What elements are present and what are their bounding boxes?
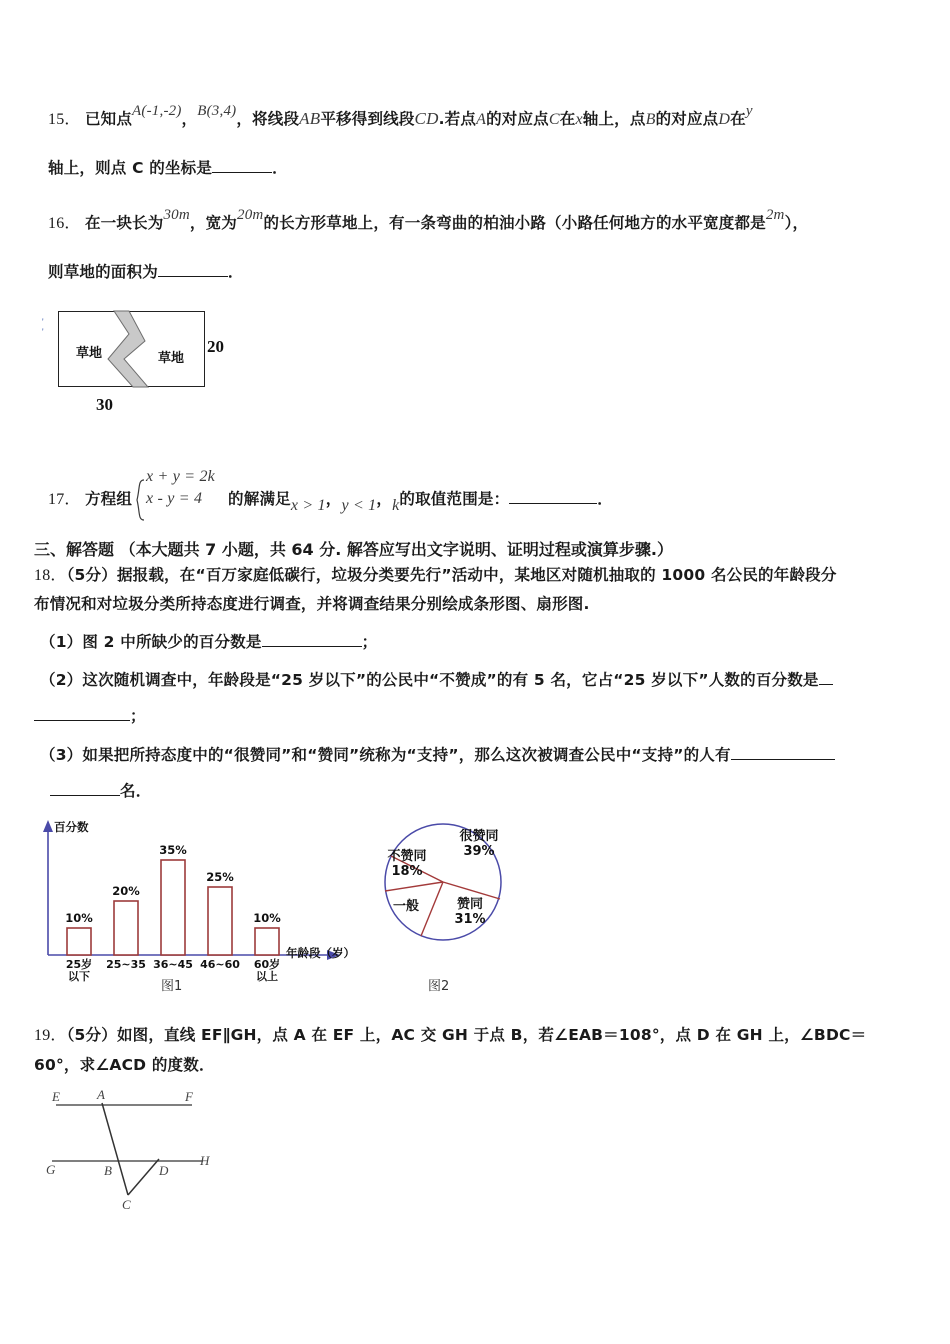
pie-label-not-agree <box>376 850 438 880</box>
q15-math-CD: CD <box>414 109 439 128</box>
q15-comma-1: ， <box>181 110 198 128</box>
q16-math-20m: 20m <box>237 207 264 223</box>
pie-chart-svg <box>350 795 560 970</box>
grass-field-figure <box>30 295 290 435</box>
q16-text-4: ）， <box>784 214 809 232</box>
bar-category-label-5-line2: 以上 <box>256 970 278 984</box>
q17-cond-k: k <box>392 496 400 514</box>
q17-text-2: 的解满足 <box>228 489 291 508</box>
q18-sub2-end: ； <box>130 707 146 725</box>
q15-text-3: 平移得到线段 <box>320 110 415 128</box>
q15-math-x: x <box>575 111 583 128</box>
q17-equation-system <box>132 468 228 522</box>
q15-math-A: A(-1,-2) <box>132 103 182 119</box>
q15-math-C2: C <box>548 111 560 128</box>
question-15-line-1 <box>48 103 753 128</box>
question-17 <box>48 468 613 522</box>
q16-text-3: 的长方形草地上，有一条弯曲的柏油小路（小路任何地方的水平宽度都是 <box>263 214 766 232</box>
x-axis-title: 年龄段（岁） <box>286 946 355 960</box>
point-label-E: E <box>52 1089 60 1104</box>
q19-number: 19． <box>34 1027 67 1044</box>
q15-line2-end: ． <box>272 159 288 177</box>
q15-math-B: B(3,4) <box>197 103 237 119</box>
q18-number: 18． <box>34 567 67 584</box>
q15-math-AB: AB <box>299 109 321 128</box>
q18-sub1-end: ； <box>361 633 378 651</box>
q19-score: （5分） <box>66 1026 117 1044</box>
q15-text-2: ，将线段 <box>236 110 300 128</box>
segment-DC <box>128 1159 159 1195</box>
q15-text-7: 轴上，点 <box>582 110 646 128</box>
y-axis-title: 百分数 <box>54 820 89 834</box>
bar-category-label-4: 46~60 <box>200 958 240 971</box>
figure-artifact-mark-1: ' <box>42 317 44 327</box>
q17-equation-2: x - y = 4 <box>146 490 203 507</box>
bar-25-and-under <box>67 928 91 955</box>
pie-label-not-agree-text: 不赞同 <box>387 849 427 864</box>
q15-math-D: D <box>718 111 731 128</box>
segment-AC <box>102 1103 128 1195</box>
question-18-sub-2-cont <box>34 708 146 725</box>
pie-label-very-agree-text: 很赞同 <box>459 829 499 844</box>
point-label-B: B <box>104 1163 112 1178</box>
question-19-line-2: 60°，求∠ACD 的度数． <box>34 1056 215 1074</box>
question-18-sub-2 <box>40 672 833 689</box>
q17-cond-x: x > 1 <box>290 496 326 514</box>
q17-text-6: ． <box>597 489 613 508</box>
grass-label-right: 草地 <box>158 351 185 366</box>
q15-answer-blank[interactable] <box>212 172 272 173</box>
figure-artifact-mark-2: ' <box>42 327 44 337</box>
q15-text-1: 已知点 <box>84 110 133 128</box>
q16-math-2m: 2m <box>765 207 785 223</box>
q16-line2-text: 则草地的面积为 <box>48 263 158 281</box>
q15-number: 15． <box>48 111 81 128</box>
q17-number: 17． <box>48 490 81 508</box>
question-18-sub-3 <box>40 747 835 764</box>
point-label-H: H <box>200 1153 210 1168</box>
q18-sub3-blank-start[interactable] <box>731 759 835 760</box>
point-label-D: D <box>159 1163 169 1178</box>
bar-chart-figure-1 <box>30 812 360 997</box>
pie-chart-figure-2 <box>350 795 560 995</box>
bar-value-label-4: 25% <box>206 870 234 884</box>
q15-math-B2: B <box>645 111 656 128</box>
bar-value-label-2: 20% <box>112 884 140 898</box>
question-15-line-2 <box>48 160 288 177</box>
q15-text-4: .若点 <box>438 110 477 128</box>
pie-label-agree-text: 赞同 <box>456 897 483 912</box>
pie-label-general-text: 一般 <box>392 899 419 914</box>
q15-text-5: 的对应点 <box>486 110 549 128</box>
q17-answer-blank[interactable] <box>509 503 597 504</box>
point-label-F: F <box>185 1089 193 1104</box>
bar-category-label-5-line1: 60岁 <box>253 958 281 971</box>
bar-category-label-1 <box>57 959 101 984</box>
pie-label-general <box>378 900 434 915</box>
y-axis-arrow <box>43 820 53 832</box>
figure-1-caption: 图1 <box>161 979 183 994</box>
bar-value-label-5: 10% <box>253 911 281 925</box>
bar-value-label-1: 10% <box>65 911 93 925</box>
q17-equation-1: x + y = 2k <box>146 468 215 485</box>
q16-answer-blank[interactable] <box>158 276 228 277</box>
pie-label-very-agree-value: 39% <box>463 843 495 859</box>
q16-text-2: ，宽为 <box>189 214 237 232</box>
q18-sub3-text: （3）如果把所持态度中的“很赞同”和“赞同”统称为“支持”，那么这次被调查公民中“支持”的人有 <box>40 746 731 764</box>
pie-label-very-agree <box>447 830 511 860</box>
section-3-heading: 三、解答题 （本大题共 7 小题，共 64 分. 解答应写出文字说明、证明过程或演算步骤.） <box>34 540 673 559</box>
point-label-C: C <box>122 1197 131 1212</box>
brace-icon <box>132 478 146 522</box>
question-18-line-2: 布情况和对垃圾分类所持态度进行调查，并将调查结果分别绘成条形图、扇形图. <box>34 595 590 613</box>
q18-sub1-text: （1）图 2 中所缺少的百分数是 <box>40 633 262 651</box>
q18-score: （5分） <box>66 566 117 584</box>
q17-text-3: ， <box>325 489 342 508</box>
height-dimension-label: 20 <box>207 337 224 356</box>
pie-label-agree <box>440 898 500 928</box>
bar-36-45 <box>161 860 185 955</box>
q16-line2-end: ． <box>227 263 244 281</box>
q18-sub3-end: 名． <box>120 782 152 800</box>
bar-category-label-1-line1: 25岁 <box>65 958 93 971</box>
q15-math-y: y <box>745 103 753 119</box>
question-19-line-1 <box>34 1027 866 1044</box>
question-16-line-1 <box>48 207 809 232</box>
point-label-A: A <box>97 1087 105 1102</box>
asphalt-path-shape <box>108 311 148 387</box>
bar-25-35 <box>114 901 138 955</box>
question-18-sub-3-cont <box>50 783 151 800</box>
q16-text-1: 在一块长为 <box>84 214 164 232</box>
question-18-sub-1 <box>40 634 377 651</box>
grass-label-left: 草地 <box>76 346 103 361</box>
q18-sub2-text: （2）这次随机调查中，年龄段是“25 岁以下”的公民中“不赞成”的有 5 名，它占“25 岁以下”人数的百分数是 <box>40 671 819 689</box>
q17-text-1: 方程组 <box>84 489 133 508</box>
parallel-lines-geometry-figure <box>40 1083 270 1223</box>
q15-text-8: 的对应点 <box>655 110 719 128</box>
geometry-svg <box>40 1083 270 1223</box>
q15-text-6: 在 <box>559 110 576 128</box>
q16-number: 16． <box>48 215 81 232</box>
bar-60-and-over <box>255 928 279 955</box>
bar-value-label-3: 35% <box>159 843 187 857</box>
bar-46-60 <box>208 887 232 955</box>
q15-math-A2: A <box>476 111 487 128</box>
bar-category-label-5 <box>245 959 289 984</box>
bar-category-label-2: 25~35 <box>106 958 146 971</box>
q15-line2-text: 轴上，则点 C 的坐标是 <box>48 159 213 177</box>
q18-sub1-blank[interactable] <box>262 646 362 647</box>
q18-sub3-blank-cont[interactable] <box>50 795 120 796</box>
q18-sub2-blank-cont[interactable] <box>34 720 130 721</box>
q15-text-9: 在 <box>730 110 746 128</box>
q19-line1: 如图，直线 EF∥GH，点 A 在 EF 上，AC 交 GH 于点 B，若∠EAB＝108°，点 D 在 GH 上，∠BDC＝ <box>116 1026 867 1044</box>
q17-text-5: 的取值范围是： <box>399 489 510 508</box>
question-16-line-2 <box>48 264 244 281</box>
pie-label-agree-value: 31% <box>454 911 486 927</box>
question-18-line-1 <box>34 567 837 584</box>
pie-label-not-agree-value: 18% <box>391 863 423 879</box>
figure-2-caption: 图2 <box>428 979 450 994</box>
q17-text-4: ， <box>376 489 393 508</box>
q17-cond-y: y < 1 <box>341 496 377 514</box>
q18-sub2-blank-start[interactable] <box>819 684 833 685</box>
bar-category-label-3: 36~45 <box>153 958 193 971</box>
width-dimension-label: 30 <box>96 395 113 414</box>
q18-line1: 据报载，在“百万家庭低碳行，垃圾分类要先行”活动中，某地区对随机抽取的 1000 名公民的年龄段分 <box>116 566 837 584</box>
q16-math-30m: 30m <box>163 207 190 223</box>
bar-category-label-1-line2: 以下 <box>68 970 90 984</box>
point-label-G: G <box>46 1162 56 1177</box>
